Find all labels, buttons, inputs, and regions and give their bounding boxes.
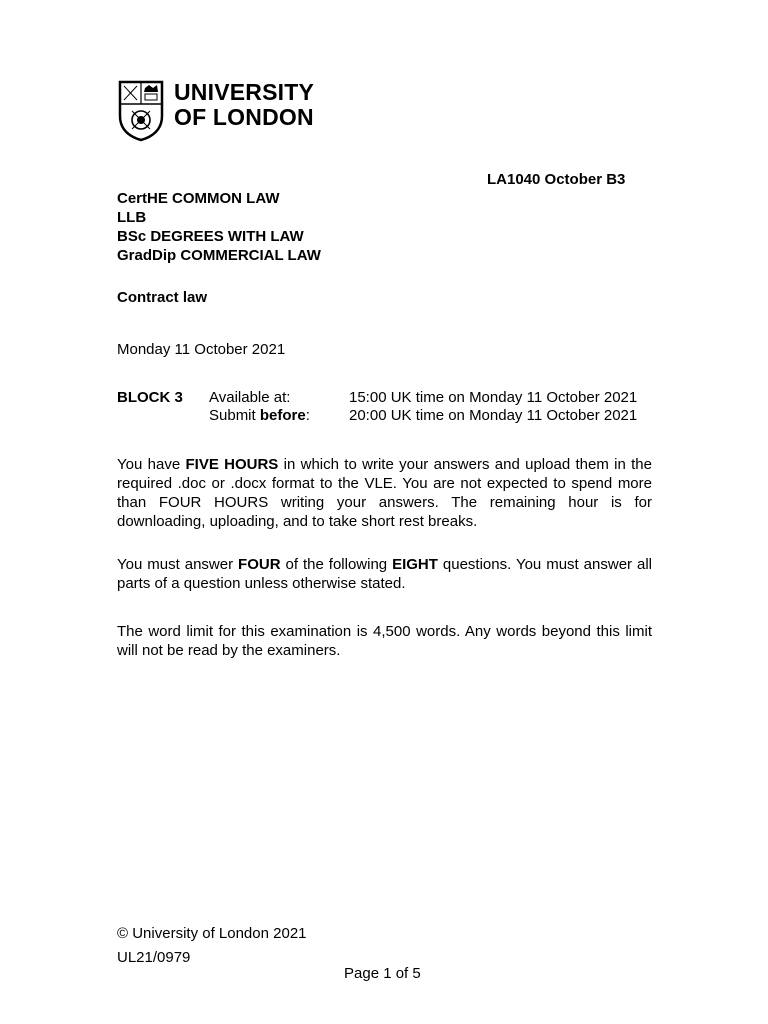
submit-label-colon: : (305, 407, 310, 424)
answer-instructions (117, 555, 652, 593)
word-limit-instructions: The word limit for this examination is 4,500 words. Any words beyond this limit will not be read by the examiners. (117, 623, 652, 659)
subject-title: Contract law (117, 289, 208, 306)
submit-label-emphasis: before (259, 407, 306, 424)
copyright-notice: © University of London 2021 (117, 925, 307, 942)
submit-value: 20:00 UK time on Monday 11 October 2021 (349, 407, 638, 424)
text-run: in which to write your answers and upload them in the required .doc or .docx format to the VLE. You are not expected to spend more than FOUR HOURS writing your answers. The remaining hour is for downloading, uploading, and to take short rest breaks. (117, 456, 652, 530)
programme-list (117, 189, 321, 265)
text-run: questions. You must answer all parts of a question unless otherwise stated. (117, 556, 652, 592)
available-value: 15:00 UK time on Monday 11 October 2021 (349, 389, 638, 406)
text-emphasis: FOUR (238, 556, 281, 573)
university-name (174, 80, 314, 130)
programme-item: GradDip COMMERCIAL LAW (117, 247, 321, 264)
time-instructions (117, 455, 652, 531)
block-title: BLOCK 3 (117, 389, 183, 406)
text-emphasis: FIVE HOURS (185, 456, 279, 473)
submit-label-text: Submit (209, 407, 260, 424)
submit-label (209, 406, 310, 424)
programme-item: CertHE COMMON LAW (117, 190, 280, 207)
text-run: You have (117, 456, 186, 473)
page-number: Page 1 of 5 (344, 965, 421, 982)
logo-line-1: UNIVERSITY (174, 79, 315, 105)
text-run: of the following (280, 556, 393, 573)
logo-line-2: OF LONDON (174, 104, 314, 130)
programme-item: BSc DEGREES WITH LAW (117, 228, 304, 245)
exam-code: LA1040 October B3 (487, 171, 626, 188)
reference-code: UL21/0979 (117, 949, 191, 966)
exam-date: Monday 11 October 2021 (117, 341, 286, 358)
university-crest-icon (118, 80, 164, 142)
text-emphasis: EIGHT (392, 556, 438, 573)
text-run: You must answer (117, 556, 239, 573)
programme-item: LLB (117, 209, 147, 226)
block-values (349, 388, 637, 424)
university-logo (118, 80, 314, 142)
available-label: Available at: (209, 389, 291, 406)
block-labels (209, 388, 310, 424)
